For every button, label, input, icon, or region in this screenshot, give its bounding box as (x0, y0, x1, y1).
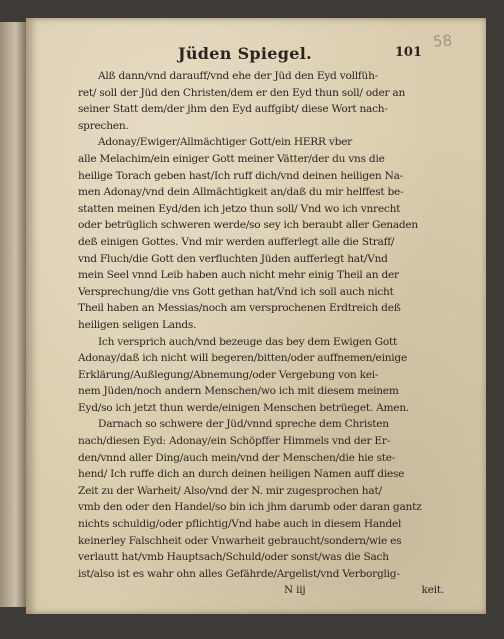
running-head (26, 44, 486, 64)
text-line: nem Jüden/noch andern Menschen/wo ich mit diesem meinem (78, 385, 399, 398)
text-line: Adonay/Ewiger/Allmächtiger Gott/ein HERR vber (98, 136, 352, 149)
text-line: Alß dann/vnd darauff/vnd ehe der Jüd den Eyd vollfüh- (98, 70, 378, 82)
text-line: Darnach so schwere der Jüd/vnnd spreche dem Christen (98, 418, 389, 431)
text-line: vnd Fluch/die Gott den verfluchten Jüden aufferlegt hat/Vnd (78, 252, 388, 265)
book-page (26, 18, 486, 614)
pencil-folio-mark: 58 (432, 31, 453, 51)
text-line: Eyd/so ich jetzt thun werde/einigen Menschen betrüeget. Amen. (78, 401, 410, 414)
text-line: ret/ soll der Jüd den Christen/dem er den Eyd thun soll/ oder an (78, 86, 406, 99)
catchword: keit. (421, 584, 444, 597)
text-line: heilige Torach geben hast/Ich ruff dich/vnd deinen heiligen Na- (78, 169, 403, 182)
text-line: keinerley Falschheit oder Vnwarheit gebraucht/sondern/wie es (78, 534, 402, 547)
page-number: 101 (394, 45, 422, 60)
text-line: ist/also ist es wahr ohn alles Gefährde/Argelist/vnd Verborglig- (78, 567, 400, 580)
text-line: seiner Statt dem/der jhm den Eyd auffgibt/ diese Wort nach- (78, 103, 388, 116)
paragraph-instruction (78, 68, 444, 134)
text-line: deß einigen Gottes. Vnd mir werden aufferlegt alle die Straff/ (78, 235, 395, 248)
text-line: men Adonay/vnd dein Allmächtigkeit an/daß du mir helffest be- (78, 186, 404, 199)
text-line: hend/ Ich ruffe dich an durch deinen heiligen Namen auff diese (78, 468, 405, 481)
running-title: Jüden Spiegel. (178, 44, 312, 63)
text-line: nichts schuldig/oder pflichtig/Vnd habe auch in diesem Handel (78, 518, 402, 531)
text-line: sprechen. (78, 119, 129, 132)
text-line: oder betrüglich schweren werde/so sey ich beraubt aller Genaden (78, 219, 419, 232)
signature-mark: N iij (284, 584, 306, 597)
text-line: nach/diesen Eyd: Adonay/ein Schöpffer Himmels vnd der Er- (78, 435, 391, 448)
paragraph-promise (78, 334, 444, 417)
text-line: alle Melachim/ein einiger Gott meiner Vätter/der du vns die (78, 152, 385, 165)
text-line: Ich versprich auch/vnd bezeuge das bey dem Ewigen Gott (98, 335, 398, 348)
text-line: Versprechung/die vns Gott gethan hat/Vnd ich soll auch nicht (78, 285, 394, 298)
text-line: heiligen seligen Lands. (78, 318, 197, 331)
text-line: Erklärung/Außlegung/Abnemung/oder Vergebung von kei- (78, 368, 379, 381)
paragraph-oath (78, 416, 444, 582)
body-text (78, 68, 444, 599)
page-footer (78, 582, 444, 599)
text-line: Zeit zu der Warheit/ Also/vnd der N. mir zugesprochen hat/ (78, 484, 382, 497)
text-line: vmb den oder den Handel/so bin ich jhm darumb oder daran gantz (78, 501, 422, 514)
text-line: den/vnnd aller Ding/auch mein/vnd der Menschen/die hie ste- (78, 451, 396, 464)
text-line: Adonay/daß ich nicht will begeren/bitten/oder auffnemen/einige (78, 352, 407, 365)
text-line: Theil haben an Messias/noch am versprochenen Erdtreich deß (78, 302, 401, 315)
facing-page-edge (0, 22, 28, 607)
paragraph-oath-prayer (78, 134, 444, 333)
text-line: verlautt hat/vmb Hauptsach/Schuld/oder sonst/was die Sach (78, 551, 389, 564)
text-line: mein Seel vnnd Leib haben auch nicht mehr einig Theil an der (78, 269, 399, 282)
text-line: statten meinen Eyd/den ich jetzo thun soll/ Vnd wo ich vnrecht (78, 202, 401, 215)
